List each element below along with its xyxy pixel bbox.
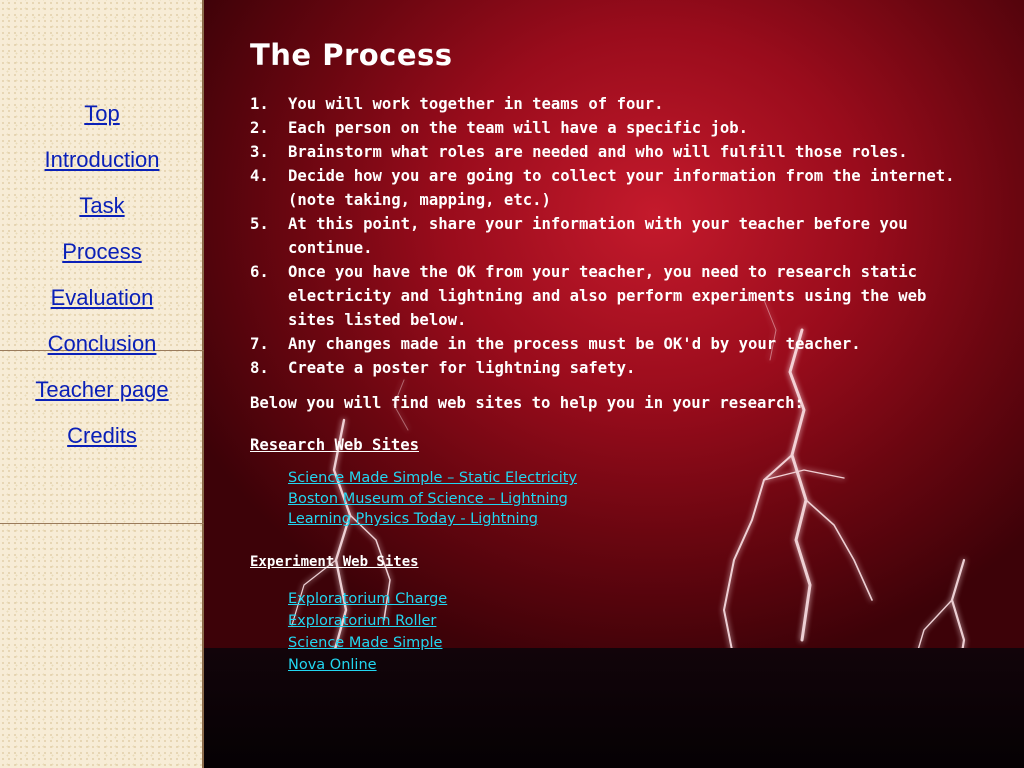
step-number: 7.: [250, 335, 269, 353]
nav-link-task[interactable]: Task: [79, 193, 125, 218]
sidebar-item-evaluation: [0, 280, 204, 326]
list-item: [250, 356, 970, 380]
sidebar-item-top: [0, 96, 204, 142]
step-text: Create a poster for lightning safety.: [288, 359, 636, 377]
content-area: [250, 38, 970, 676]
step-text: Each person on the team will have a specific job.: [288, 119, 749, 137]
sidebar-item-teacher-page: [0, 372, 204, 418]
process-steps-list: [250, 92, 970, 380]
sidebar-nav: [0, 96, 204, 464]
nav-link-teacher-page[interactable]: Teacher page: [35, 377, 169, 402]
nav-link-credits[interactable]: Credits: [67, 423, 137, 448]
step-number: 8.: [250, 359, 269, 377]
step-text: You will work together in teams of four.: [288, 95, 664, 113]
list-item: [250, 116, 970, 140]
experiment-link-nova-online[interactable]: Nova Online: [288, 656, 377, 673]
list-item: [250, 164, 970, 212]
nav-link-top[interactable]: Top: [84, 101, 120, 126]
experiment-link-exploratorium-charge[interactable]: Exploratorium Charge: [288, 590, 448, 607]
step-text: At this point, share your information with your teacher before you continue.: [288, 215, 908, 257]
research-links-list: [288, 468, 970, 530]
step-number: 4.: [250, 167, 269, 185]
sidebar-item-introduction: [0, 142, 204, 188]
list-item: [250, 332, 970, 356]
step-number: 6.: [250, 263, 269, 281]
nav-link-evaluation[interactable]: Evaluation: [50, 285, 154, 310]
research-intro-text: Below you will find web sites to help you in your research:: [250, 394, 804, 412]
step-number: 3.: [250, 143, 269, 161]
list-item: [250, 260, 970, 332]
research-link-static-electricity[interactable]: Science Made Simple – Static Electricity: [288, 470, 578, 486]
sidebar-divider: [0, 523, 204, 524]
sidebar-item-process: [0, 234, 204, 280]
page-title: The Process: [250, 38, 453, 72]
step-text: Any changes made in the process must be OK'd by your teacher.: [288, 335, 861, 353]
sidebar-item-credits: [0, 418, 204, 464]
nav-link-process[interactable]: Process: [62, 239, 142, 264]
step-text: Once you have the OK from your teacher, you need to research static electricity and lightning and also perform experiments using the web sites listed below.: [288, 263, 927, 329]
research-link-boston-museum[interactable]: Boston Museum of Science – Lightning: [288, 490, 568, 507]
nav-link-introduction[interactable]: Introduction: [44, 147, 160, 172]
research-link-learning-physics[interactable]: Learning Physics Today - Lightning: [288, 511, 538, 527]
step-number: 2.: [250, 119, 269, 137]
step-text: Brainstorm what roles are needed and who will fulfill those roles.: [288, 143, 908, 161]
sidebar: [0, 0, 204, 768]
experiment-sites-heading: Experiment Web Sites: [250, 553, 419, 570]
experiment-links-list: [288, 588, 970, 676]
step-number: 5.: [250, 215, 269, 233]
sidebar-item-conclusion: [0, 326, 204, 372]
experiment-link-exploratorium-roller[interactable]: Exploratorium Roller: [288, 612, 437, 629]
experiment-link-science-made-simple[interactable]: Science Made Simple: [288, 634, 443, 651]
list-item: [250, 140, 970, 164]
main-panel: [204, 0, 1024, 768]
nav-link-conclusion[interactable]: Conclusion: [47, 331, 157, 356]
step-text: Decide how you are going to collect your information from the internet. (note taking, mapping, etc.): [288, 167, 955, 209]
research-sites-heading: Research Web Sites: [250, 436, 419, 454]
sidebar-item-task: [0, 188, 204, 234]
list-item: [250, 212, 970, 260]
step-number: 1.: [250, 95, 269, 113]
list-item: [250, 92, 970, 116]
